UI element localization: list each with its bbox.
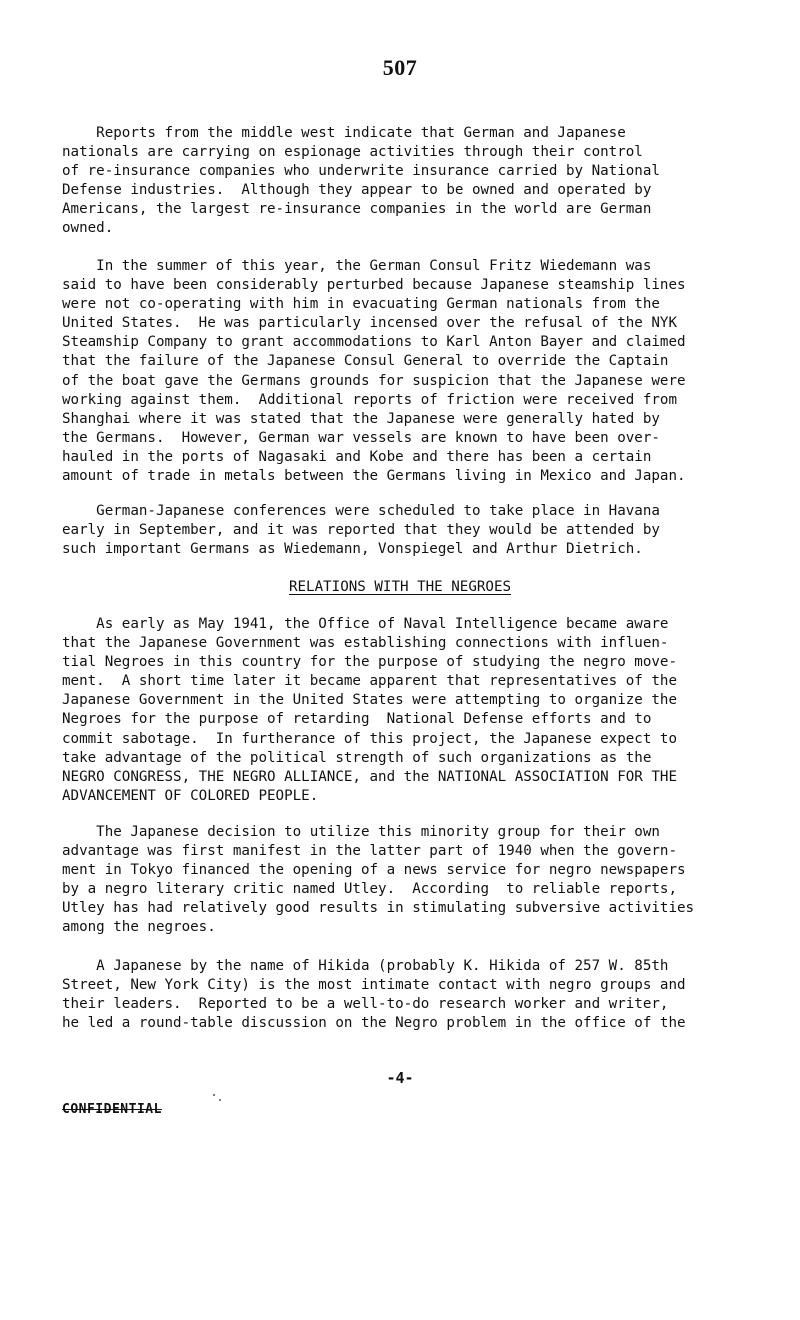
classification-stamp: CONFIDENTIAL [62, 1102, 162, 1117]
text-line: A Japanese by the name of Hikida (probably K. Hikida of 257 W. 85th [62, 958, 669, 974]
text-line: Japanese Government in the United States were attempting to organize the [62, 692, 677, 709]
text-line: tial Negroes in this country for the purpose of studying the negro move- [62, 654, 677, 671]
text-line: hauled in the ports of Nagasaki and Kobe and there has been a certain [62, 448, 652, 465]
text-line: that the Japanese Government was establishing connections with influen- [62, 635, 669, 652]
text-line: Reports from the middle west indicate that German and Japanese [62, 125, 626, 141]
text-line: United States. He was particularly incensed over the refusal of the NYK [62, 315, 677, 332]
text-line: Utley has had relatively good results in stimulating subversive activities [62, 900, 695, 917]
text-line: NEGRO CONGRESS, THE NEGRO ALLIANCE, and the NATIONAL ASSOCIATION FOR THE [62, 768, 677, 785]
text-line: said to have been considerably perturbed because Japanese steamship lines [62, 277, 686, 294]
text-line: ADVANCEMENT OF COLORED PEOPLE. [62, 787, 319, 804]
text-line: by a negro literary critic named Utley. According to reliable reports, [62, 881, 677, 898]
paragraph-hikida [62, 957, 767, 1033]
page-number: 507 [382, 55, 418, 80]
text-line: such important Germans as Wiedemann, Vonspiegel and Arthur Dietrich. [62, 541, 643, 558]
paragraph-havana-conferences [62, 502, 767, 559]
text-line: of re-insurance companies who underwrite insurance carried by National [62, 163, 660, 180]
page-folio: -4- [386, 1069, 414, 1087]
text-line: German-Japanese conferences were scheduled to take place in Havana [62, 503, 660, 519]
text-line: ment. A short time later it became apparent that representatives of the [62, 673, 677, 690]
paragraph-naval-intelligence [62, 615, 767, 806]
scan-speck [219, 1099, 221, 1101]
text-line: amount of trade in metals between the Germans living in Mexico and Japan. [62, 468, 686, 485]
section-heading-text: RELATIONS WITH THE NEGROES [288, 579, 512, 595]
text-line: the Germans. However, German war vessels are known to have been over- [62, 429, 660, 446]
text-line: Defense industries. Although they appear to be owned and operated by [62, 182, 652, 199]
text-line: commit sabotage. In furtherance of this project, the Japanese expect to [62, 730, 677, 747]
text-line: In the summer of this year, the German Consul Fritz Wiedemann was [62, 258, 652, 274]
section-heading [0, 578, 800, 597]
text-line: ment in Tokyo financed the opening of a news service for negro newspapers [62, 862, 686, 879]
text-line: Steamship Company to grant accommodations to Karl Anton Bayer and claimed [62, 334, 686, 351]
text-line: among the negroes. [62, 919, 216, 936]
text-line: working against them. Additional reports of friction were received from [62, 391, 677, 408]
text-line: were not co-operating with him in evacuating German nationals from the [62, 296, 660, 313]
paragraph-wiedemann [62, 257, 767, 486]
text-line: Street, New York City) is the most intimate contact with negro groups and [62, 977, 686, 994]
paragraph-utley [62, 823, 767, 938]
scan-speck [213, 1094, 215, 1096]
text-line: early in September, and it was reported that they would be attended by [62, 522, 660, 539]
text-line: take advantage of the political strength of such organizations as the [62, 749, 652, 766]
text-line: Americans, the largest re-insurance companies in the world are German [62, 201, 652, 218]
text-line: advantage was first manifest in the latter part of 1940 when the govern- [62, 843, 677, 860]
text-line: he led a round-table discussion on the Negro problem in the office of the [62, 1015, 686, 1032]
text-line: owned. [62, 220, 114, 237]
paragraph-reinsurance [62, 124, 767, 239]
text-line: As early as May 1941, the Office of Naval Intelligence became aware [62, 616, 669, 632]
text-line: that the failure of the Japanese Consul General to override the Captain [62, 353, 669, 370]
text-line: their leaders. Reported to be a well-to-do research worker and writer, [62, 996, 669, 1013]
text-line: nationals are carrying on espionage activities through their control [62, 144, 643, 161]
text-line: Negroes for the purpose of retarding National Defense efforts and to [62, 711, 652, 728]
text-line: Shanghai where it was stated that the Japanese were generally hated by [62, 410, 660, 427]
text-line: of the boat gave the Germans grounds for suspicion that the Japanese were [62, 372, 686, 389]
text-line: The Japanese decision to utilize this minority group for their own [62, 824, 660, 840]
